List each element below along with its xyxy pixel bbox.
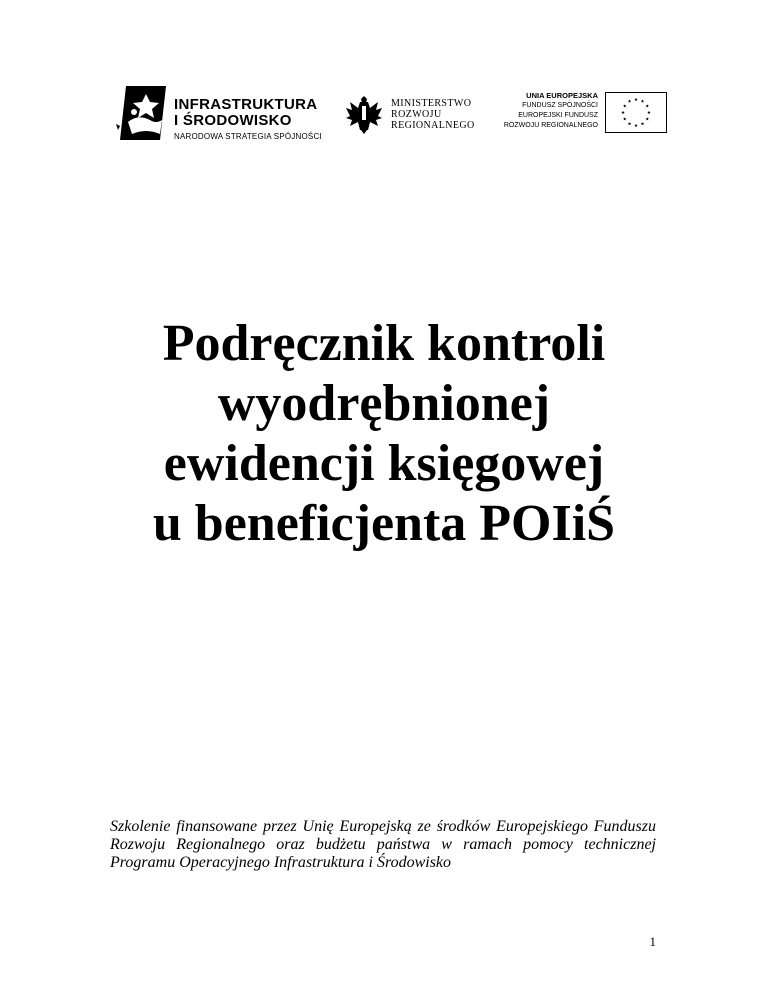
title-line-3: ewidencji księgowej [163,435,605,492]
logo-unia-line1: UNIA EUROPEJSKA [526,91,598,100]
logo-infrastruktura-line2: I ŚRODOWISKO [174,112,292,129]
logo-unia-europejska [502,91,672,141]
logo-unia-text [502,91,598,131]
logo-infrastruktura-tagline: NARODOWA STRATEGIA SPÓJNOŚCI [174,132,322,141]
page-number: 1 [649,934,656,949]
title-line-1: Podręcznik kontroli [162,315,606,372]
document-title [60,314,708,554]
title-line-4: u beneficjenta POIiŚ [152,495,616,552]
nss-star-figure-icon [116,82,172,144]
logo-ministerstwo-name: MINISTERSTWO ROZWOJU REGIONALNEGO [391,98,475,131]
logo-ministerstwo-rozwoju-regionalnego [344,92,494,136]
header-logo-bar [0,80,768,150]
logo-unia-line2: FUNDUSZ SPÓJNOŚCI [522,102,598,109]
title-line-2: wyodrębnionej [217,375,551,432]
polish-eagle-emblem-icon [344,92,384,136]
logo-infrastruktura-line1: INFRASTRUKTURA [174,96,318,113]
logo-infrastruktura-name [174,97,317,129]
logo-infrastruktura-i-srodowisko [116,80,331,150]
funding-note: Szkolenie finansowane przez Unię Europejską ze środków Europejskiego Funduszu Rozwoju Regionalnego oraz budżetu państwa w ramach pomocy technicznej Programu Operacyjnego Infrastruktura i Środowisko [110,818,656,871]
logo-unia-line4: ROZWOJU REGIONALNEGO [503,122,598,129]
eu-flag-icon [605,92,667,133]
logo-unia-line3: EUROPEJSKI FUNDUSZ [518,112,598,119]
